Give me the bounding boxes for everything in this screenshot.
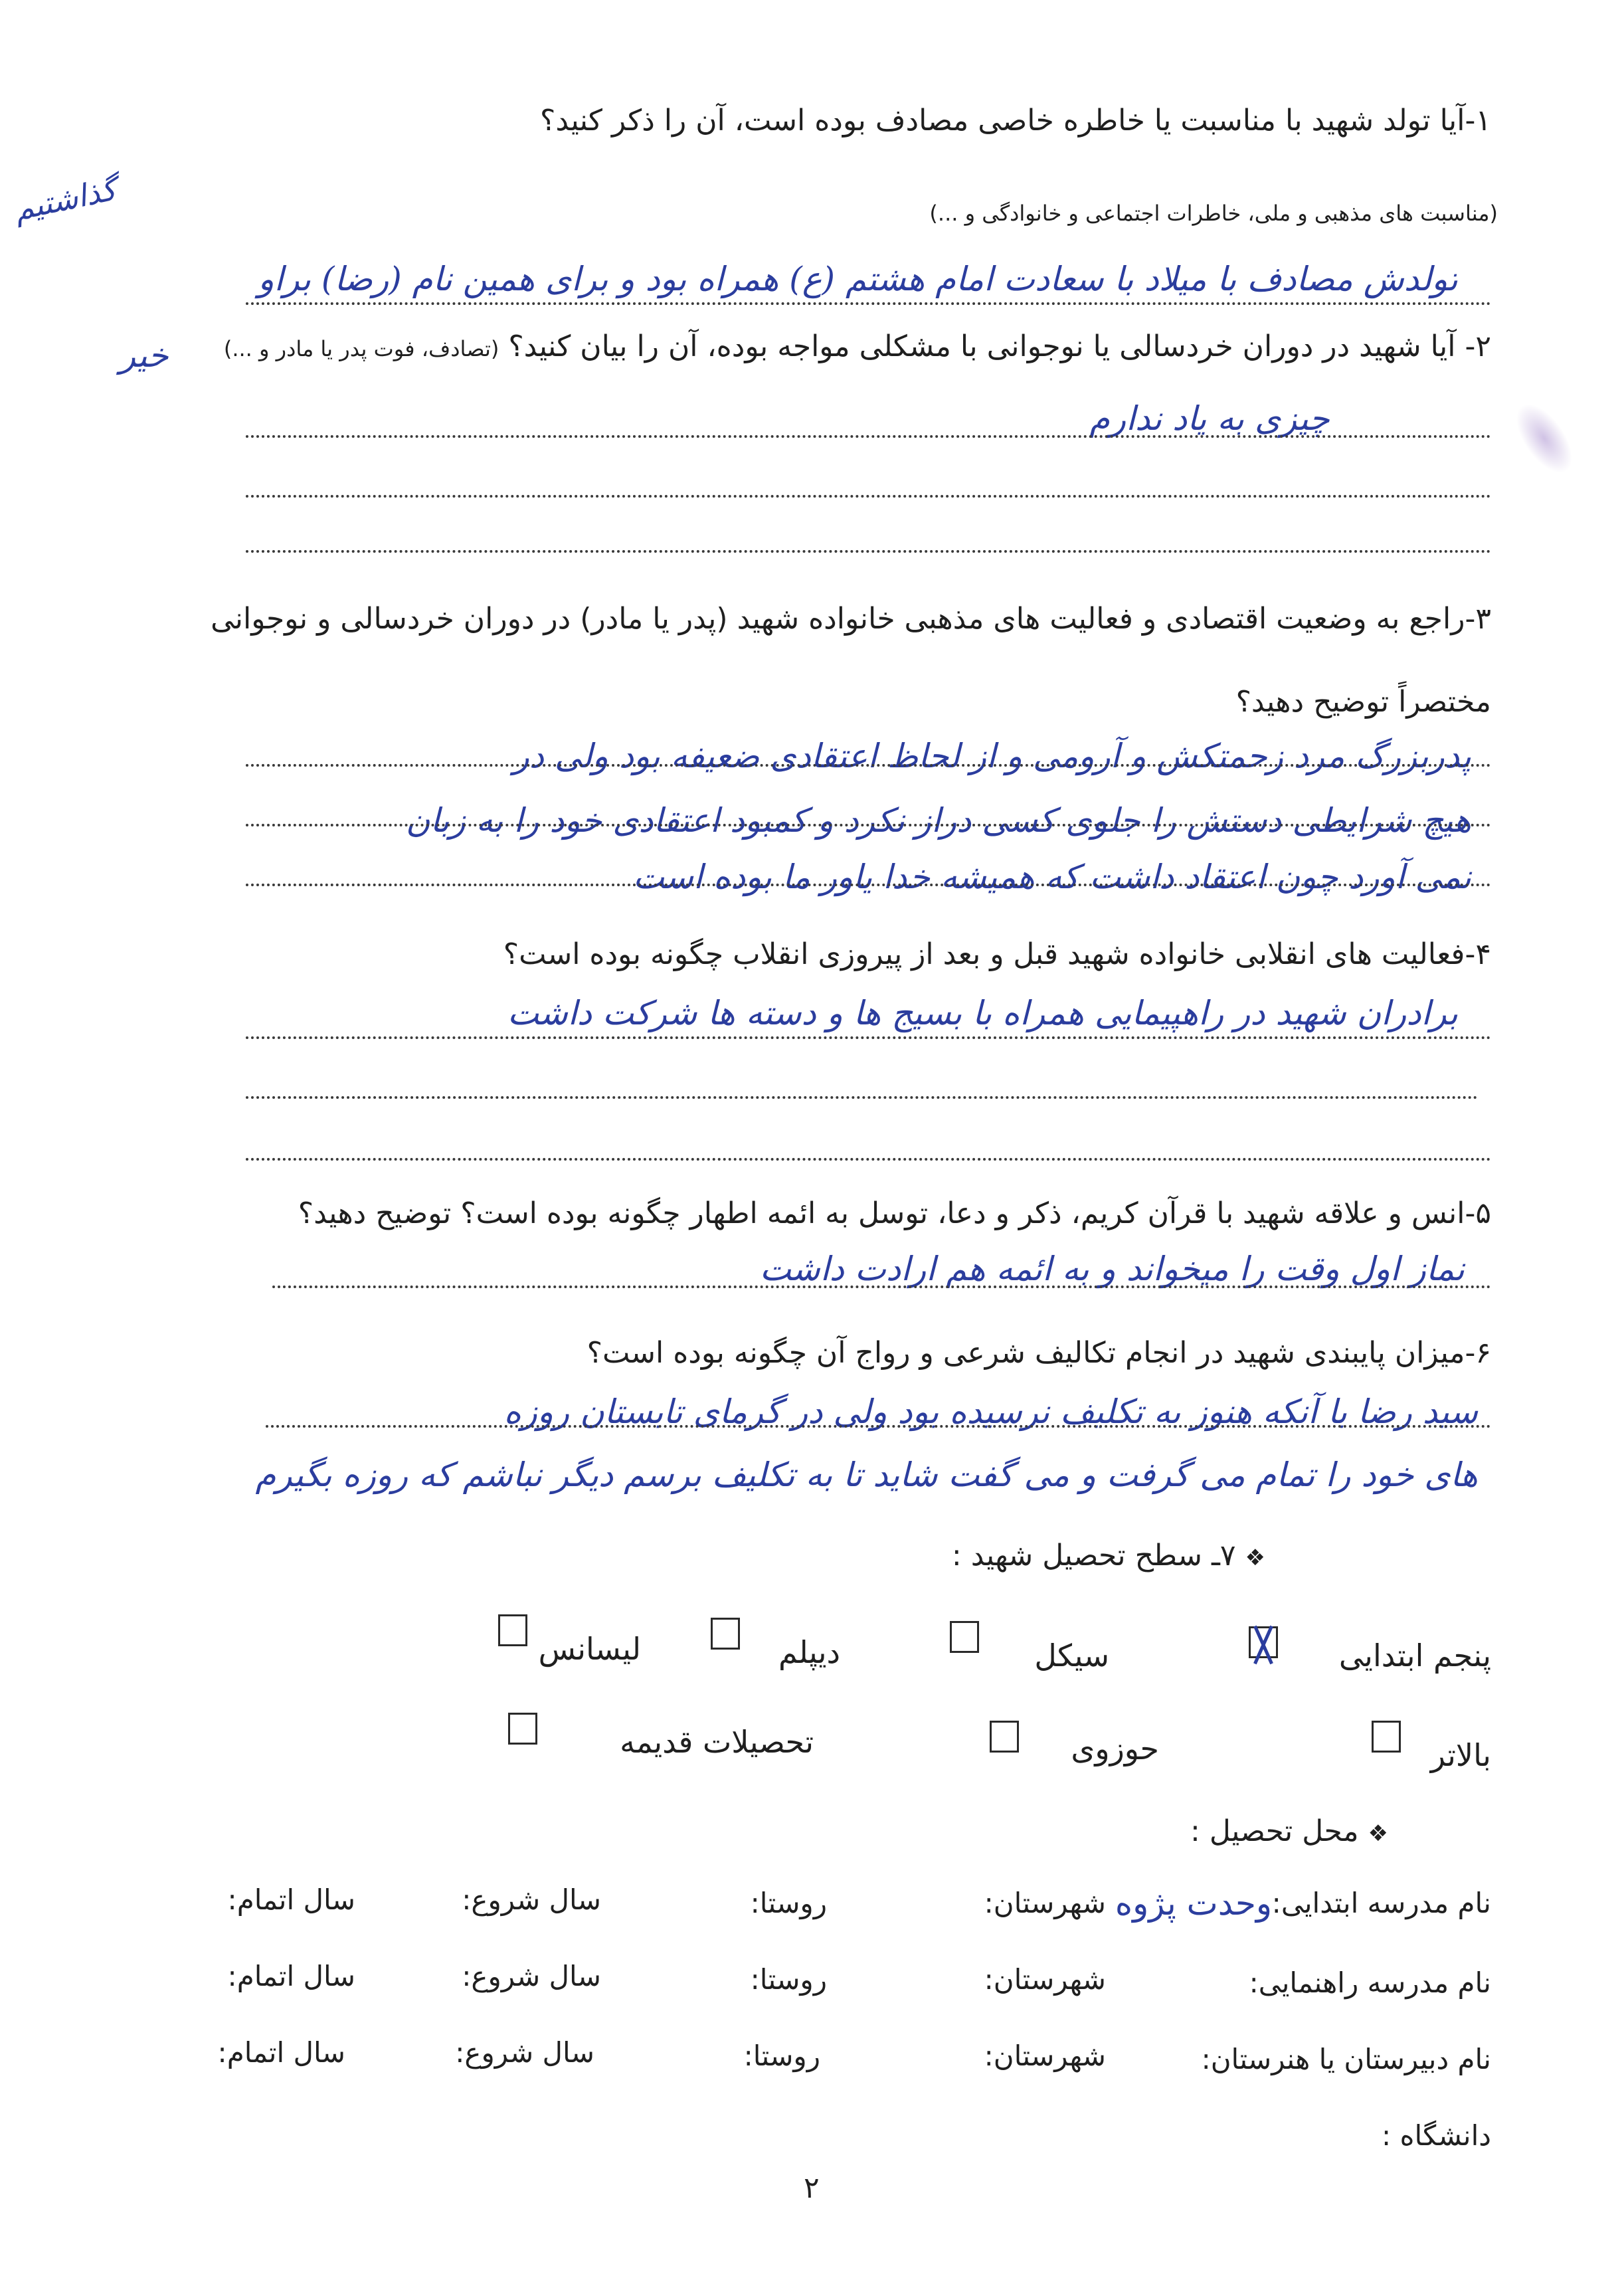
question-2-text: ۲- آیا شهید در دوران خردسالی یا نوجوانی با مشکلی مواجه بوده، آن را بیان کنید؟ bbox=[508, 330, 1491, 363]
answer-1-line bbox=[246, 302, 1491, 305]
answer-2[interactable]: چیزی به یاد ندارم bbox=[1089, 399, 1330, 438]
middle-village-label[interactable]: روستا: bbox=[750, 1963, 827, 1996]
option-label-diploma: دیپلم bbox=[778, 1634, 840, 1670]
option-label-qadimeh: تحصیلات قدیمه bbox=[620, 1724, 814, 1760]
question-2 bbox=[224, 326, 1491, 370]
diamond-bullet-icon: ❖ bbox=[1368, 1820, 1388, 1847]
answer-1-extra: گذاشتیم bbox=[11, 171, 120, 228]
answer-6-line-1[interactable]: سید رضا با آنکه هنوز به تکلیف نرسیده بود ولی در گرمای تابستان روزه bbox=[503, 1392, 1478, 1431]
answer-5[interactable]: نماز اول وقت را میخواند و به ائمه هم ارادت داشت bbox=[759, 1250, 1465, 1288]
answer-6-line-2[interactable]: های خود را تمام می گرفت و می گفت شاید تا به تکلیف برسم دیگر نباشم که روزه بگیرم bbox=[255, 1456, 1478, 1494]
answer-2-line-1 bbox=[246, 435, 1491, 438]
answer-3-line-1[interactable]: پدربزرگ مرد زحمتکش و آرومی و از لحاظ اعتقادی ضعیفه بود ولی در bbox=[513, 737, 1471, 775]
answer-2-prefix: خیر bbox=[120, 336, 169, 375]
answer-2-line-2 bbox=[246, 495, 1491, 498]
checkbox-primary[interactable] bbox=[1249, 1626, 1278, 1658]
question-4: ۴-فعالیت های انقلابی خانواده شهید قبل و بعد از پیروزی انقلاب چگونه بوده است؟ bbox=[503, 937, 1491, 971]
middle-city-label[interactable]: شهرستان: bbox=[984, 1963, 1106, 1996]
answer-1[interactable]: تولدش مصادف با میلاد با سعادت امام هشتم (ع) همراه بود و برای همین نام (رضا) براو bbox=[258, 260, 1458, 298]
answer-3-line-3[interactable]: نمی آورد چون اعتقاد داشت که همیشه خدا یاور ما بوده است bbox=[633, 858, 1471, 896]
middle-end-label[interactable]: سال اتمام: bbox=[227, 1960, 355, 1992]
high-school-label: نام دبیرستان یا هنرستان: bbox=[1201, 2043, 1491, 2075]
question-3-line-2: مختصراً توضیح دهید؟ bbox=[1235, 685, 1491, 719]
question-3-line-1: ۳-راجع به وضعیت اقتصادی و فعالیت های مذهبی خانواده شهید (پدر یا مادر) در دوران خردسالی و نوجوانی bbox=[211, 602, 1491, 636]
question-1-hint: (مناسبت های مذهبی و ملی، خاطرات اجتماعی و خانوادگی و ...) bbox=[929, 201, 1498, 226]
answer-2-line-3 bbox=[246, 550, 1491, 553]
answer-3-underline-1 bbox=[246, 764, 1491, 767]
answer-3-underline-3 bbox=[246, 884, 1491, 886]
high-end-label[interactable]: سال اتمام: bbox=[217, 2036, 345, 2069]
page-number: ۲ bbox=[804, 2171, 820, 2205]
checkbox-license[interactable] bbox=[498, 1614, 527, 1646]
primary-end-label[interactable]: سال اتمام: bbox=[227, 1883, 355, 1916]
question-1: ۱-آیا تولد شهید با مناسبت یا خاطره خاصی مصادف بوده است، آن را ذکر کنید؟ bbox=[540, 104, 1491, 138]
answer-4-line-2 bbox=[246, 1096, 1478, 1099]
high-city-label[interactable]: شهرستان: bbox=[984, 2040, 1106, 2072]
primary-start-label[interactable]: سال شروع: bbox=[462, 1883, 601, 1916]
question-7-title: ۷ـ سطح تحصیل شهید : bbox=[951, 1539, 1236, 1573]
checkbox-hawzavi[interactable] bbox=[990, 1721, 1019, 1753]
answer-4-line-1 bbox=[246, 1036, 1491, 1039]
high-village-label[interactable]: روستا: bbox=[743, 2040, 820, 2072]
option-label-primary: پنجم ابتدایی bbox=[1338, 1638, 1491, 1673]
diamond-bullet-icon: ❖ bbox=[1245, 1545, 1265, 1571]
option-label-hawzavi: حوزوی bbox=[1071, 1731, 1159, 1766]
checkbox-qadimeh[interactable] bbox=[508, 1713, 537, 1745]
question-6: ۶-میزان پایبندی شهید در انجام تکالیف شرعی و رواج آن چگونه بوده است؟ bbox=[586, 1336, 1491, 1370]
answer-3-underline-2 bbox=[246, 824, 1491, 826]
ink-stain bbox=[1505, 395, 1583, 483]
checkbox-sikl[interactable] bbox=[950, 1621, 979, 1653]
checkbox-higher[interactable] bbox=[1372, 1721, 1401, 1753]
option-label-sikl: سیکل bbox=[1034, 1638, 1109, 1673]
question-5: ۵-انس و علاقه شهید با قرآن کریم، ذکر و دعا، توسل به ائمه اطهار چگونه بوده است؟ توضیح دهید؟ bbox=[298, 1196, 1491, 1230]
primary-city-label[interactable]: شهرستان: bbox=[984, 1887, 1106, 1919]
answer-4-line-3 bbox=[246, 1158, 1491, 1161]
primary-school-value[interactable]: وحدت پژوه bbox=[1115, 1884, 1272, 1923]
university-label[interactable]: دانشگاه : bbox=[1381, 2119, 1491, 2152]
primary-village-label[interactable]: روستا: bbox=[750, 1887, 827, 1919]
question-7 bbox=[952, 1535, 1265, 1579]
option-label-license: لیسانس bbox=[538, 1631, 641, 1667]
answer-6-underline-1 bbox=[266, 1425, 1491, 1428]
checkbox-diploma[interactable] bbox=[711, 1618, 740, 1650]
middle-school-label: نام مدرسه راهنمایی: bbox=[1249, 1966, 1491, 1999]
high-start-label[interactable]: سال شروع: bbox=[455, 2036, 594, 2069]
study-place-title: محل تحصیل : bbox=[1190, 1814, 1359, 1848]
middle-start-label[interactable]: سال شروع: bbox=[462, 1960, 601, 1992]
answer-5-line bbox=[272, 1286, 1491, 1288]
answer-3-line-2[interactable]: هیچ شرایطی دستش را جلوی کسی دراز نکرد و کمبود اعتقادی خود را به زبان bbox=[405, 801, 1471, 840]
answer-4[interactable]: برادران شهید در راهپیمایی همراه با بسیج ها و دسته ها شرکت داشت bbox=[507, 994, 1458, 1032]
primary-school-label: نام مدرسه ابتدایی: bbox=[1271, 1887, 1491, 1919]
question-2-hint: (تصادف، فوت پدر یا مادر و ...) bbox=[223, 336, 499, 361]
study-place-heading bbox=[1190, 1810, 1388, 1855]
option-label-higher: بالاتر bbox=[1430, 1737, 1491, 1773]
